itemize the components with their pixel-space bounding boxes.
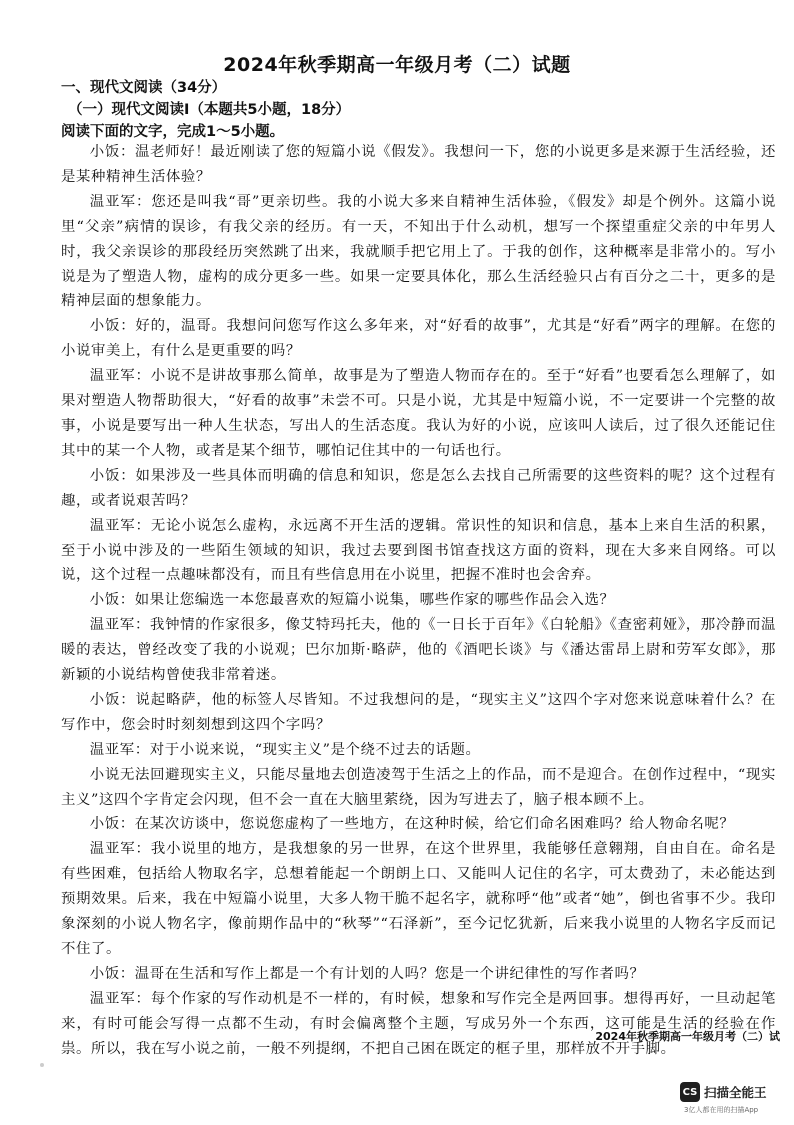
- paragraph: 温亚军：我钟情的作家很多，像艾特玛托夫，他的《一日长于百年》《白轮船》《查密莉娅》，那冷静而温暖的表达，曾经改变了我的小说观；巴尔加斯·略萨，他的《酒吧长谈》与《潘达雷昂上尉和劳军女郎》，那新颖的小说结构曾使我非常着迷。: [61, 617, 776, 684]
- paragraph: 温亚军：对于小说来说，“现实主义”是个绕不过去的话题。: [89, 741, 481, 758]
- paragraph: 小饭：温老师好！最近刚读了您的短篇小说《假发》。我想问一下，您的小说更多是来源于生活经验，还是某种精神生活体验？: [61, 144, 776, 185]
- paragraph: 小说无法回避现实主义，只能尽量地去创造凌驾于生活之上的作品，而不是迎合。在创作过程中，“现实主义”这四个字肯定会闪现，但不会一直在大脑里萦绕，因为写进去了，脑子根本顾不上。: [61, 766, 776, 808]
- passage-body: [61, 140, 776, 1062]
- subsection-heading: （一）现代文阅读Ⅰ（本题共5小题，18分）: [68, 102, 351, 118]
- paragraph: 温亚军：每个作家的写作动机是不一样的，有时候，想象和写作完全是两回事。想得再好，一旦动起笔来，有时可能会写得一点都不生动，有时会偏离整个主题，写成另外一个东西，这可能是生活的经验在作祟。所以，我在写小说之前，一般不列提纲，不把自己困在既定的框子里，那样放不开手脚。: [61, 990, 776, 1057]
- scanner-app-name: 扫描全能王: [704, 1085, 767, 1100]
- section-heading: 一、现代文阅读（34分）: [61, 80, 227, 96]
- page-footer: 2024年秋季期高一年级月考（二）试: [595, 1030, 780, 1043]
- scanner-tagline: 3亿人都在用的扫描App: [684, 1106, 759, 1114]
- paragraph: 温亚军：无论小说怎么虚构，永远离不开生活的逻辑。常识性的知识和信息，基本上来自生活的积累，至于小说中涉及的一些陌生领域的知识，我过去要到图书馆查找这方面的资料，现在大多来自网络。可以说，这个过程一点趣味都没有，而且有些信息用在小说里，把握不准时也会舍弃。: [61, 517, 776, 584]
- paragraph: 小饭：在某次访谈中，您说您虚构了一些地方，在这种时候，给它们命名困难吗？给人物命名呢？: [89, 816, 735, 833]
- exam-title: 2024年秋季期高一年级月考（二）试题: [223, 54, 571, 76]
- scan-speck: [40, 1063, 44, 1067]
- paragraph: 温亚军：小说不是讲故事那么简单，故事是为了塑造人物而存在的。至于“好看”也要看怎么理解了，如果对塑造人物帮助很大，“好看的故事”未尝不可。只是小说，尤其是中短篇小说，不一定要讲一个完整的故事，小说是要写出一种人生状态，写出人的生活态度。我认为好的小说，应该叫人读后，过了很久还能记住其中的某一个人物，或者是某个细节，哪怕记住其中的一句话也行。: [61, 368, 776, 459]
- paragraph: 温亚军：您还是叫我“哥”更亲切些。我的小说大多来自精神生活体验，《假发》却是个例外。这篇小说里“父亲”病情的误诊，有我父亲的经历。有一天，不知出于什么动机，想写一个探望重症父亲的中年男人时，我父亲误诊的那段经历突然跳了出来，我就顺手把它用上了。于我的创作，这种概率是非常小的。写小说是为了塑造人物，虚构的成分更多一些。如果一定要具体化，那么生活经验只占有百分之二十，更多的是精神层面的想象能力。: [61, 193, 776, 310]
- paragraph: 小饭：好的，温哥。我想问问您写作这么多年来，对“好看的故事”，尤其是“好看”两字的理解。在您的小说审美上，有什么是更重要的吗？: [61, 318, 776, 360]
- paragraph: 小饭：温哥在生活和写作上都是一个有计划的人吗？您是一个讲纪律性的写作者吗？: [89, 965, 645, 982]
- scanner-watermark: [680, 1082, 767, 1102]
- paragraph: 温亚军：我小说里的地方，是我想象的另一世界，在这个世界里，我能够任意翱翔，自由自在。命名是有些困难，包括给人物取名字，总想着能起一个朗朗上口、又能叫人记住的名字，可太费劲了，未必能达到预期效果。后来，我在中短篇小说里，大多人物干脆不起名字，就称呼“他”或者“她”，倒也省事不少。我印象深刻的小说人物名字，像前期作品中的“秋琴”“石泽新”，至今记忆犹新，后来我小说里的人物名字反而记不住了。: [61, 841, 776, 957]
- camscanner-logo-icon: CS: [680, 1082, 700, 1102]
- paragraph: 小饭：如果让您编选一本您最喜欢的短篇小说集，哪些作家的哪些作品会入选？: [89, 592, 615, 609]
- paragraph: 小饭：说起略萨，他的标签人尽皆知。不过我想问的是，“现实主义”这四个字对您来说意味着什么？在写作中，您会时时刻刻想到这四个字吗？: [61, 691, 776, 733]
- reading-instruction: 阅读下面的文字，完成1～5小题。: [61, 124, 285, 140]
- paragraph: 小饭：如果涉及一些具体而明确的信息和知识，您是怎么去找自己所需要的这些资料的呢？这个过程有趣，或者说艰苦吗？: [61, 467, 776, 509]
